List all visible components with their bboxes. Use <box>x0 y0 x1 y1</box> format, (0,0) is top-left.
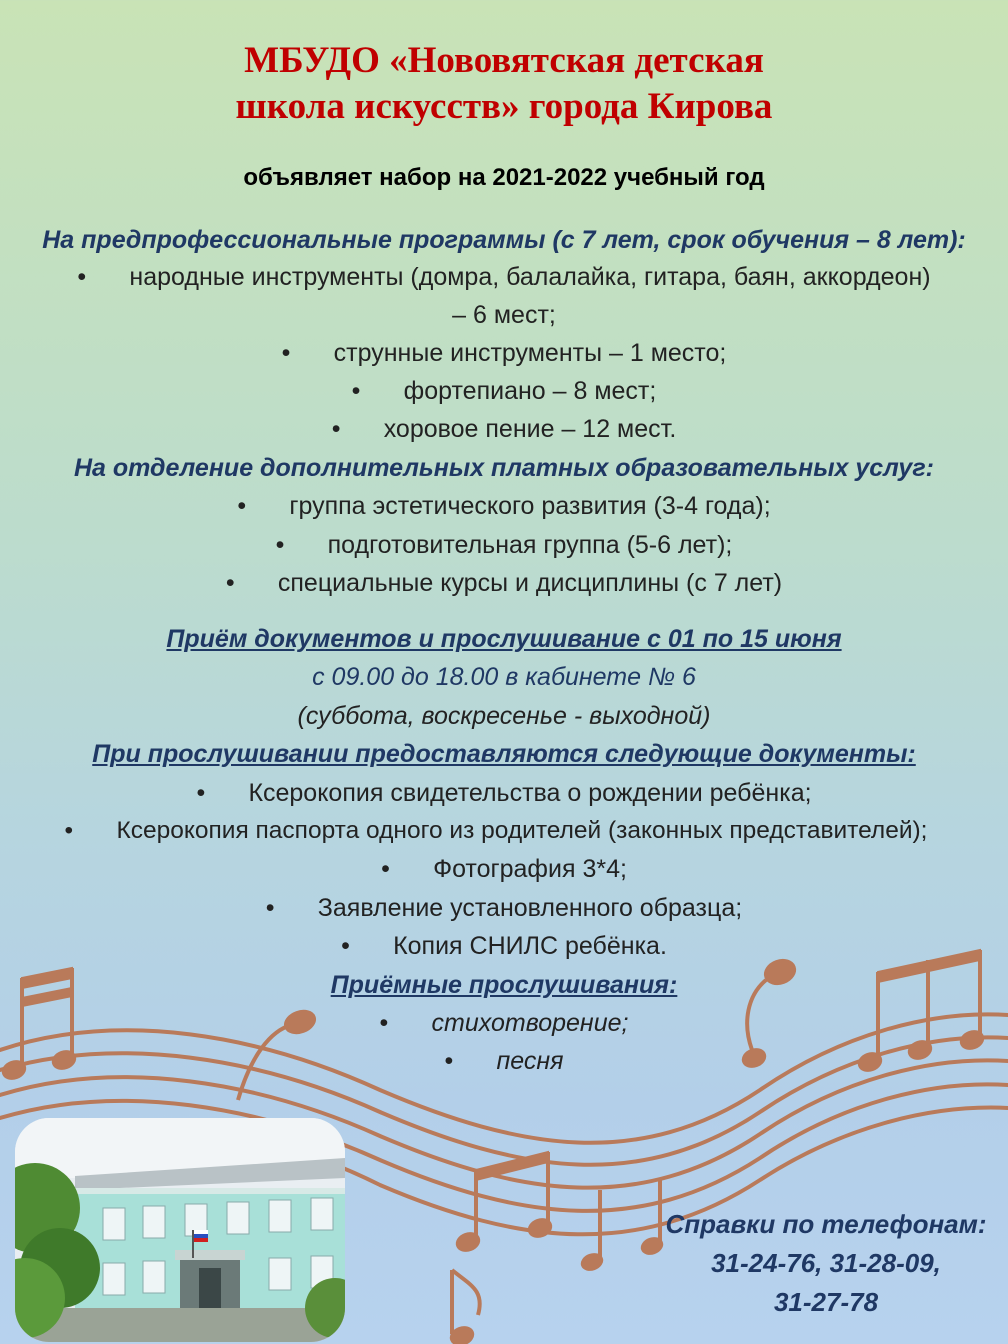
paid-services-heading: На отделение дополнительных платных образовательных услуг: <box>73 454 935 482</box>
list-item <box>0 1044 1008 1078</box>
title-line-2: школа искусств» города Кирова <box>235 86 773 127</box>
list-item-text: фортепиано – 8 мест; <box>403 377 657 405</box>
list-item <box>0 336 1008 370</box>
list-item-text: Ксерокопия свидетельства о рождении ребёнка; <box>248 779 812 807</box>
list-item-text: народные инструменты (домра, балалайка, гитара, баян, аккордеон) <box>129 263 931 291</box>
list-item <box>0 852 1008 886</box>
list-item-text: подготовительная группа (5-6 лет); <box>327 531 733 559</box>
bullet: • <box>381 855 390 883</box>
admission-days-off: (суббота, воскресенье - выходной) <box>297 702 711 730</box>
bullet: • <box>444 1047 454 1075</box>
bullet: • <box>351 377 361 405</box>
preprofessional-heading: На предпрофессиональные программы (с 7 лет, срок обучения – 8 лет): <box>42 226 966 254</box>
bullet: • <box>237 492 247 520</box>
bullet: • <box>225 569 235 597</box>
list-item <box>0 776 1008 810</box>
list-item <box>0 814 1000 848</box>
list-item <box>0 1006 1008 1040</box>
list-item <box>0 929 1008 963</box>
list-item-continuation: – 6 мест; <box>452 301 556 329</box>
list-item <box>0 891 1008 925</box>
auditions-heading: Приёмные прослушивания: <box>330 971 678 999</box>
admission-heading: Приём документов и прослушивание с 01 по 15 июня <box>166 625 842 653</box>
enrollment-subtitle: объявляет набор на 2021-2022 учебный год <box>243 164 765 191</box>
contacts-label: Справки по телефонам: <box>665 1209 987 1239</box>
list-item <box>0 489 1008 523</box>
admission-hours: с 09.00 до 18.00 в кабинете № 6 <box>312 663 696 691</box>
list-item-text: специальные курсы и дисциплины (с 7 лет) <box>277 569 783 597</box>
bullet: • <box>196 779 206 807</box>
bullet: • <box>265 894 275 922</box>
list-item <box>0 566 1008 600</box>
contacts-block <box>640 1205 1008 1322</box>
list-item <box>0 374 1008 408</box>
list-item-text: Фотография 3*4; <box>433 855 627 883</box>
list-item-text: группа эстетического развития (3-4 года); <box>289 492 771 520</box>
phone-numbers-line-2: 31-27-78 <box>773 1287 879 1317</box>
school-title <box>0 38 1008 130</box>
list-item <box>0 260 1008 294</box>
bullet: • <box>64 817 74 844</box>
list-item-text: Заявление установленного образца; <box>317 894 743 922</box>
bullet: • <box>275 531 285 559</box>
list-item-text: Ксерокопия паспорта одного из родителей (законных представителей); <box>116 817 928 844</box>
bullet: • <box>379 1009 389 1037</box>
bullet: • <box>281 339 291 367</box>
list-item-text: струнные инструменты – 1 место; <box>333 339 727 367</box>
bullet: • <box>77 263 87 291</box>
title-line-1: МБУДО «Нововятская детская <box>244 40 764 81</box>
bullet: • <box>341 932 350 960</box>
list-item <box>0 412 1008 446</box>
school-building-photo <box>15 1118 345 1342</box>
list-item-text: песня <box>496 1047 564 1075</box>
documents-heading: При прослушивании предоставляются следующие документы: <box>92 740 916 768</box>
phone-numbers-line-1: 31-24-76, 31-28-09, <box>711 1248 941 1278</box>
list-item <box>0 528 1008 562</box>
list-item-text: стихотворение; <box>431 1009 629 1037</box>
bullet: • <box>331 415 341 443</box>
list-item-text: хоровое пение – 12 мест. <box>383 415 677 443</box>
list-item-text: Копия СНИЛС ребёнка. <box>393 932 667 960</box>
